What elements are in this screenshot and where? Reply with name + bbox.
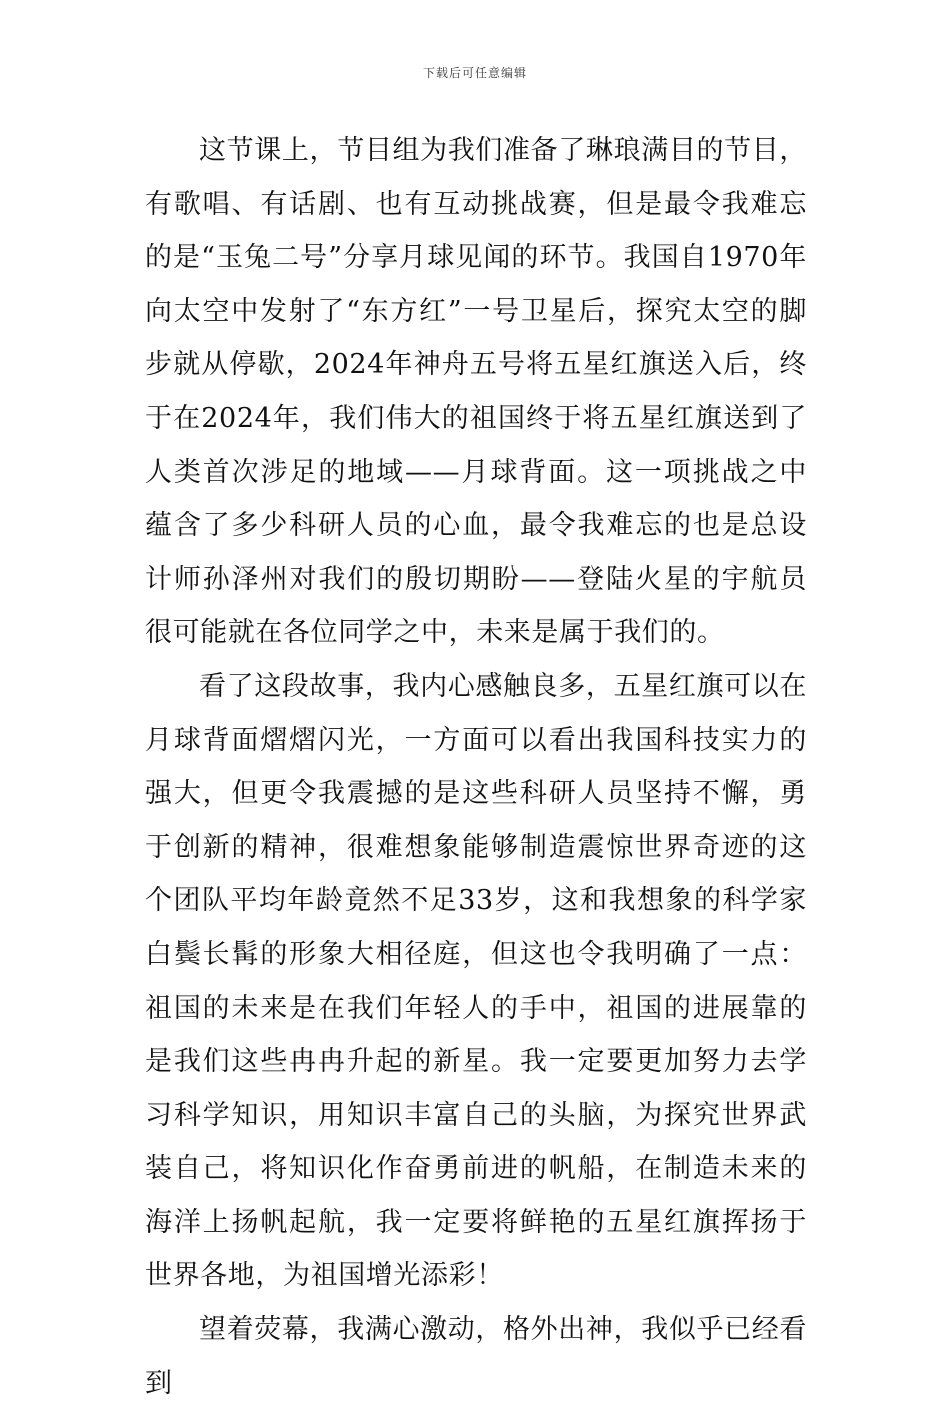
paragraph-1: 这节课上，节目组为我们准备了琳琅满目的节目，有歌唱、有话剧、也有互动挑战赛，但是最令我难忘的是“玉兔二号”分享月球见闻的环节。我国自1970年向太空中发射了“东方红”一号卫星后，探究太空的脚步就从停歇，2024年神舟五号将五星红旗送入后，终于在2024年，我们伟大的祖国终于将五星红旗送到了人类首次涉足的地域——月球背面。这一项挑战之中蕴含了多少科研人员的心血，最令我难忘的也是总设计师孙泽州对我们的殷切期盼——登陆火星的宇航员很可能就在各位同学之中，未来是属于我们的。	[145, 135, 807, 649]
page-header: 下载后可任意编辑	[422, 66, 527, 80]
paragraph-3: 望着荧幕，我满心激动，格外出神，我似乎已经看到	[145, 1314, 807, 1399]
paragraph-2: 看了这段故事，我内心感触良多，五星红旗可以在月球背面熠熠闪光，一方面可以看出我国科技实力的强大，但更令我震撼的是这些科研人员坚持不懈，勇于创新的精神，很难想象能够制造震惊世界奇迹的这个团队平均年龄竟然不足33岁，这和我想象的科学家白鬓长髯的形象大相径庭，但这也令我明确了一点：祖国的未来是在我们年轻人的手中，祖国的进展靠的是我们这些冉冉升起的新星。我一定要更加努力去学习科学知识，用知识丰富自己的头脑，为探究世界武装自己，将知识化作奋勇前进的帆船，在制造未来的海洋上扬帆起航，我一定要将鲜艳的五星红旗挥扬于世界各地，为祖国增光添彩！	[145, 670, 807, 1292]
document-body	[145, 124, 807, 1410]
